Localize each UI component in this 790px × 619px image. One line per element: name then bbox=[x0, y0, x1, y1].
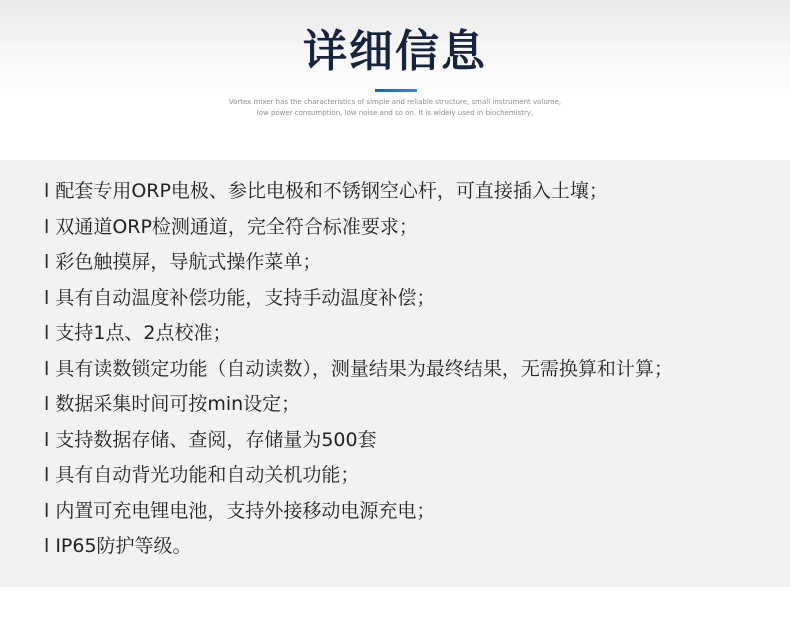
feature-item: l 双通道ORP检测通道，完全符合标准要求； bbox=[44, 215, 418, 238]
feature-item: l 数据采集时间可按min设定； bbox=[44, 393, 301, 415]
feature-item: l IP65防护等级。 bbox=[44, 535, 192, 557]
feature-item: l 彩色触摸屏，导航式操作菜单； bbox=[44, 251, 322, 273]
page-title: 详细信息 bbox=[303, 26, 487, 77]
feature-item: l 内置可充电锂电池，支持外接移动电源充电； bbox=[44, 499, 436, 522]
header-section bbox=[0, 0, 790, 160]
feature-item: l 具有读数锁定功能（自动读数），测量结果为最终结果，无需换算和计算； bbox=[44, 357, 673, 380]
subtitle-line-2: low power consumption, low noise and so on. It is widely used in biochemistry, bbox=[256, 109, 534, 117]
feature-list bbox=[44, 174, 673, 565]
title-accent-bar bbox=[375, 89, 417, 92]
feature-item: l 配套专用ORP电极、参比电极和不锈钢空心杆，可直接插入土壤； bbox=[44, 180, 608, 202]
feature-item: l 支持数据存储、查阅，存储量为500套 bbox=[44, 428, 377, 451]
feature-item: l 支持1点、2点校准； bbox=[44, 322, 232, 344]
feature-item: l 具有自动温度补偿功能，支持手动温度补偿； bbox=[44, 286, 436, 309]
feature-item: l 具有自动背光功能和自动关机功能； bbox=[44, 464, 360, 486]
subtitle-line-1: Vortex mixer has the characteristics of simple and reliable structure, small instrument volume, bbox=[228, 98, 562, 106]
feature-panel bbox=[0, 160, 790, 587]
